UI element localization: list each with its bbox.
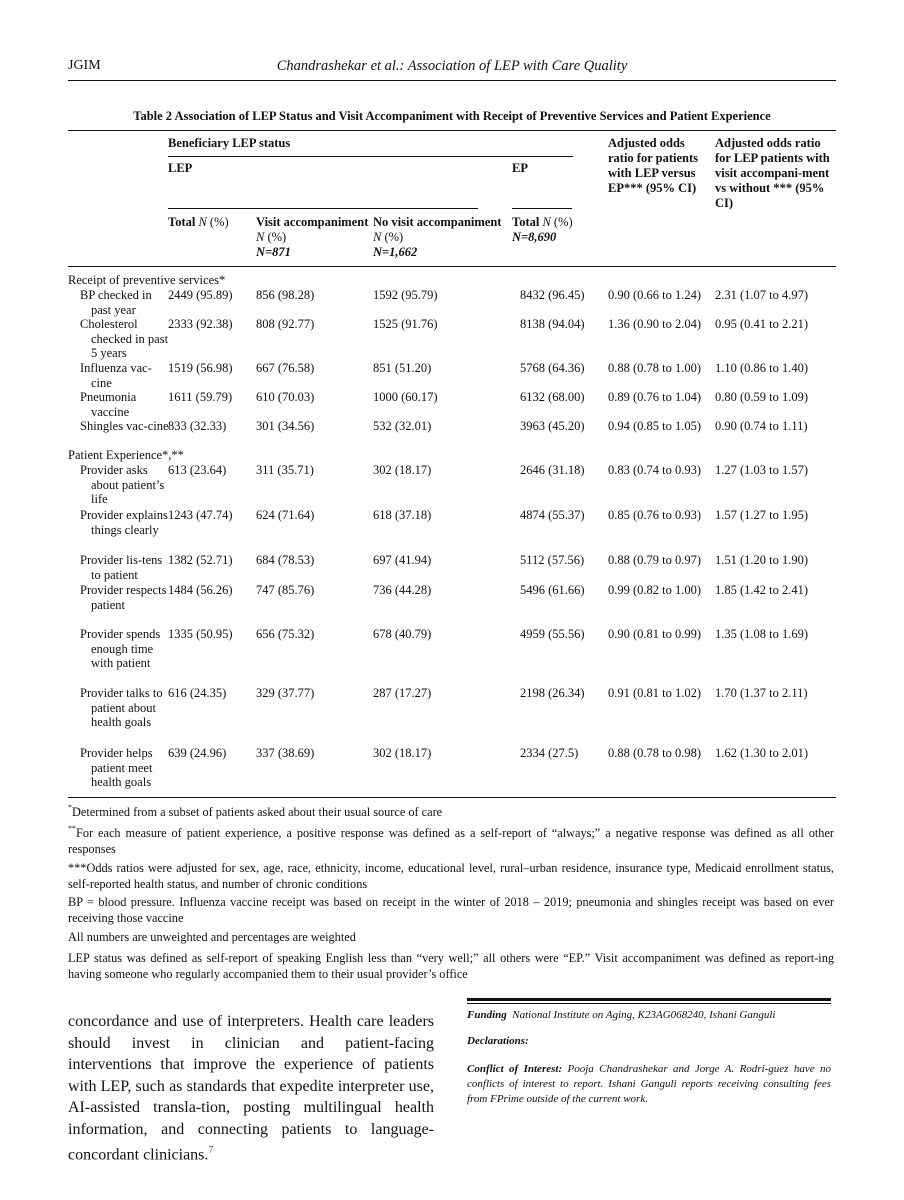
ep-header: EP (512, 161, 528, 175)
row-label: Provider respects patient (80, 583, 167, 612)
cell-novisit: 1592 (95.79) (373, 288, 438, 302)
cell-total: 1382 (52.71) (168, 553, 233, 567)
cell-total: 613 (23.64) (168, 463, 227, 477)
cell-ep: 5112 (57.56) (520, 553, 585, 567)
cell-ep: 8138 (94.04) (520, 317, 585, 331)
cell-or2: 2.31 (1.07 to 4.97) (715, 288, 809, 302)
cell-or1: 0.90 (0.81 to 0.99) (608, 627, 702, 641)
cell-or2: 1.70 (1.37 to 2.11) (715, 686, 808, 700)
col-ep-header: Total N (%) N=8,690 (512, 215, 573, 244)
header-bottom-rule (68, 266, 836, 267)
row-label: BP checked in past year (80, 288, 152, 317)
cell-total: 833 (32.33) (168, 419, 227, 433)
cell-or1: 0.99 (0.82 to 1.00) (608, 583, 702, 597)
cell-or2: 1.27 (1.03 to 1.57) (715, 463, 809, 477)
conflict-of-interest: Conflict of Interest: Pooja Chandrashekar and Jorge A. Rodri-guez have no conflicts of interest to report. Ishani Ganguli reports receiving consulting fees from FPrime outside of the current work. (467, 1063, 831, 1105)
lep-header: LEP (168, 161, 193, 175)
cell-ep: 6132 (68.00) (520, 390, 585, 404)
cell-total: 1611 (59.79) (168, 390, 233, 404)
cell-visit: 856 (98.28) (256, 288, 315, 302)
cell-visit: 610 (70.03) (256, 390, 315, 404)
cell-or1: 0.88 (0.78 to 0.98) (608, 746, 702, 760)
cell-or2: 1.10 (0.86 to 1.40) (715, 361, 809, 375)
cell-or2: 0.95 (0.41 to 2.21) (715, 317, 809, 331)
footnote-1: *Determined from a subset of patients asked about their usual source of care (68, 803, 443, 819)
cell-or2: 0.80 (0.59 to 1.09) (715, 390, 809, 404)
cell-or2: 1.62 (1.30 to 2.01) (715, 746, 809, 760)
section-title-preventive: Receipt of preventive services* (68, 273, 226, 287)
group-header: Beneficiary LEP status (168, 136, 291, 150)
col-visit-header: Visit accompaniment N (%) N=871 (256, 215, 369, 259)
cell-total: 1335 (50.95) (168, 627, 233, 641)
cell-novisit: 851 (51.20) (373, 361, 432, 375)
cell-total: 1243 (47.74) (168, 508, 233, 522)
cell-ep: 4959 (55.56) (520, 627, 585, 641)
declarations-heading: Declarations: (467, 1035, 529, 1047)
cell-or1: 0.88 (0.79 to 0.97) (608, 553, 702, 567)
body-paragraph: concordance and use of interpreters. Health care leaders should invest in clinician and patient-facing interventions that improve the experience of patients with LEP, such as standards that expedite interpreter use, AI-assisted transla-tion, posting multilingual health information, and connecting patients to language-concordant clinicians.$^7$ (68, 1013, 434, 1164)
cell-visit: 747 (85.76) (256, 583, 315, 597)
cell-or1: 0.83 (0.74 to 0.93) (608, 463, 702, 477)
or2-header: Adjusted odds ratio for LEP patients with visit accompani-ment vs without *** (95% CI) (715, 136, 830, 210)
cell-visit: 301 (34.56) (256, 419, 315, 433)
cell-or1: 0.88 (0.78 to 1.00) (608, 361, 702, 375)
cell-novisit: 302 (18.17) (373, 746, 432, 760)
cell-total: 2449 (95.89) (168, 288, 233, 302)
cell-ep: 2334 (27.5) (520, 746, 579, 760)
cell-or1: 0.89 (0.76 to 1.04) (608, 390, 702, 404)
cell-ep: 5496 (61.66) (520, 583, 585, 597)
lep-header-rule (168, 208, 478, 209)
cell-total: 2333 (92.38) (168, 317, 233, 331)
cell-novisit: 618 (37.18) (373, 508, 432, 522)
cell-visit: 684 (78.53) (256, 553, 315, 567)
cell-visit: 656 (75.32) (256, 627, 315, 641)
or1-header: Adjusted odds ratio for patients with LEP versus EP*** (95% CI) (608, 136, 699, 195)
cell-visit: 329 (37.77) (256, 686, 315, 700)
footnote-2: **For each measure of patient experience, a positive response was defined as a self-report of “always;” a negative response was defined as all other responses (68, 824, 834, 856)
row-label: Provider helps patient meet health goals (80, 746, 153, 789)
cell-visit: 808 (92.77) (256, 317, 315, 331)
cell-or1: 0.94 (0.85 to 1.05) (608, 419, 702, 433)
cell-ep: 2198 (26.34) (520, 686, 585, 700)
cell-visit: 337 (38.69) (256, 746, 315, 760)
cell-novisit: 1000 (60.17) (373, 390, 438, 404)
row-label: Pneumonia vaccine (80, 390, 137, 419)
cell-or1: 0.85 (0.76 to 0.93) (608, 508, 702, 522)
cell-novisit: 736 (44.28) (373, 583, 432, 597)
footnote-4: BP = blood pressure. Influenza vaccine receipt was based on receipt in the winter of 2018 – 2019; pneumonia and shingles receipt was based on ever receiving those vaccine (68, 895, 834, 925)
running-head (68, 56, 836, 81)
cell-novisit: 1525 (91.76) (373, 317, 438, 331)
row-label: Provider talks to patient about health goals (80, 686, 163, 729)
cell-novisit: 287 (17.27) (373, 686, 432, 700)
cell-ep: 5768 (64.36) (520, 361, 585, 375)
col-total-header: Total N (%) (168, 215, 229, 229)
running-title: Chandrashekar et al.: Association of LEP with Care Quality (276, 58, 628, 74)
cell-or2: 1.85 (1.42 to 2.41) (715, 583, 809, 597)
journal-name: JGIM (68, 58, 101, 73)
row-label: Provider lis-tens to patient (80, 553, 163, 582)
cell-ep: 4874 (55.37) (520, 508, 585, 522)
cell-total: 1484 (56.26) (168, 583, 233, 597)
section-title-experience: Patient Experience*,** (68, 448, 184, 462)
cell-or1: 0.91 (0.81 to 1.02) (608, 686, 702, 700)
column-rule-thick (467, 998, 831, 1001)
cell-ep: 2646 (31.18) (520, 463, 585, 477)
cell-novisit: 302 (18.17) (373, 463, 432, 477)
row-label: Provider spends enough time with patient (80, 627, 161, 670)
table-top-rule (68, 130, 836, 131)
group-header-rule (168, 156, 573, 157)
cell-or2: 1.57 (1.27 to 1.95) (715, 508, 809, 522)
footnote-5: All numbers are unweighted and percentages are weighted (68, 930, 356, 944)
footnote-3: ***Odds ratios were adjusted for sex, age, race, ethnicity, income, educational level, rural–urban residence, insurance type, Medicaid enrollment status, self-reported health status, and number of chronic conditions (68, 861, 834, 891)
cell-or2: 1.35 (1.08 to 1.69) (715, 627, 809, 641)
cell-ep: 8432 (96.45) (520, 288, 585, 302)
cell-total: 639 (24.96) (168, 746, 227, 760)
funding-statement: Funding National Institute on Aging, K23AG068240, Ishani Ganguli (467, 1009, 776, 1021)
column-rule-thin (467, 1003, 831, 1004)
ep-header-rule (512, 208, 572, 209)
table-bottom-rule (68, 797, 836, 798)
cell-total: 616 (24.35) (168, 686, 227, 700)
row-label: Provider asks about patient’s life (80, 463, 165, 506)
cell-visit: 624 (71.64) (256, 508, 315, 522)
cell-or2: 1.51 (1.20 to 1.90) (715, 553, 809, 567)
row-label: Provider explains things clearly (80, 508, 168, 537)
row-label: Shingles vac-cine (80, 419, 169, 433)
cell-or1: 0.90 (0.66 to 1.24) (608, 288, 702, 302)
cell-novisit: 697 (41.94) (373, 553, 432, 567)
footnote-6: LEP status was defined as self-report of speaking English less than “very well;” all others were “EP.” Visit accompaniment was defined as report-ing having someone who regularly accompanied them to their usual provider’s office (68, 951, 834, 981)
cell-novisit: 532 (32.01) (373, 419, 432, 433)
table-title: Table 2 Association of LEP Status and Visit Accompaniment with Receipt of Preventive Services and Patient Experience (133, 109, 771, 123)
reference-link[interactable]: 7 (208, 1145, 214, 1156)
cell-ep: 3963 (45.20) (520, 419, 585, 433)
cell-or2: 0.90 (0.74 to 1.11) (715, 419, 808, 433)
cell-or1: 1.36 (0.90 to 2.04) (608, 317, 702, 331)
row-label: Cholesterol checked in past 5 years (80, 317, 169, 360)
cell-visit: 667 (76.58) (256, 361, 315, 375)
col-novisit-header: No visit accompaniment N (%) N=1,662 (373, 215, 502, 259)
cell-visit: 311 (35.71) (256, 463, 314, 477)
row-label: Influenza vac-cine (80, 361, 152, 390)
cell-total: 1519 (56.98) (168, 361, 233, 375)
cell-novisit: 678 (40.79) (373, 627, 432, 641)
